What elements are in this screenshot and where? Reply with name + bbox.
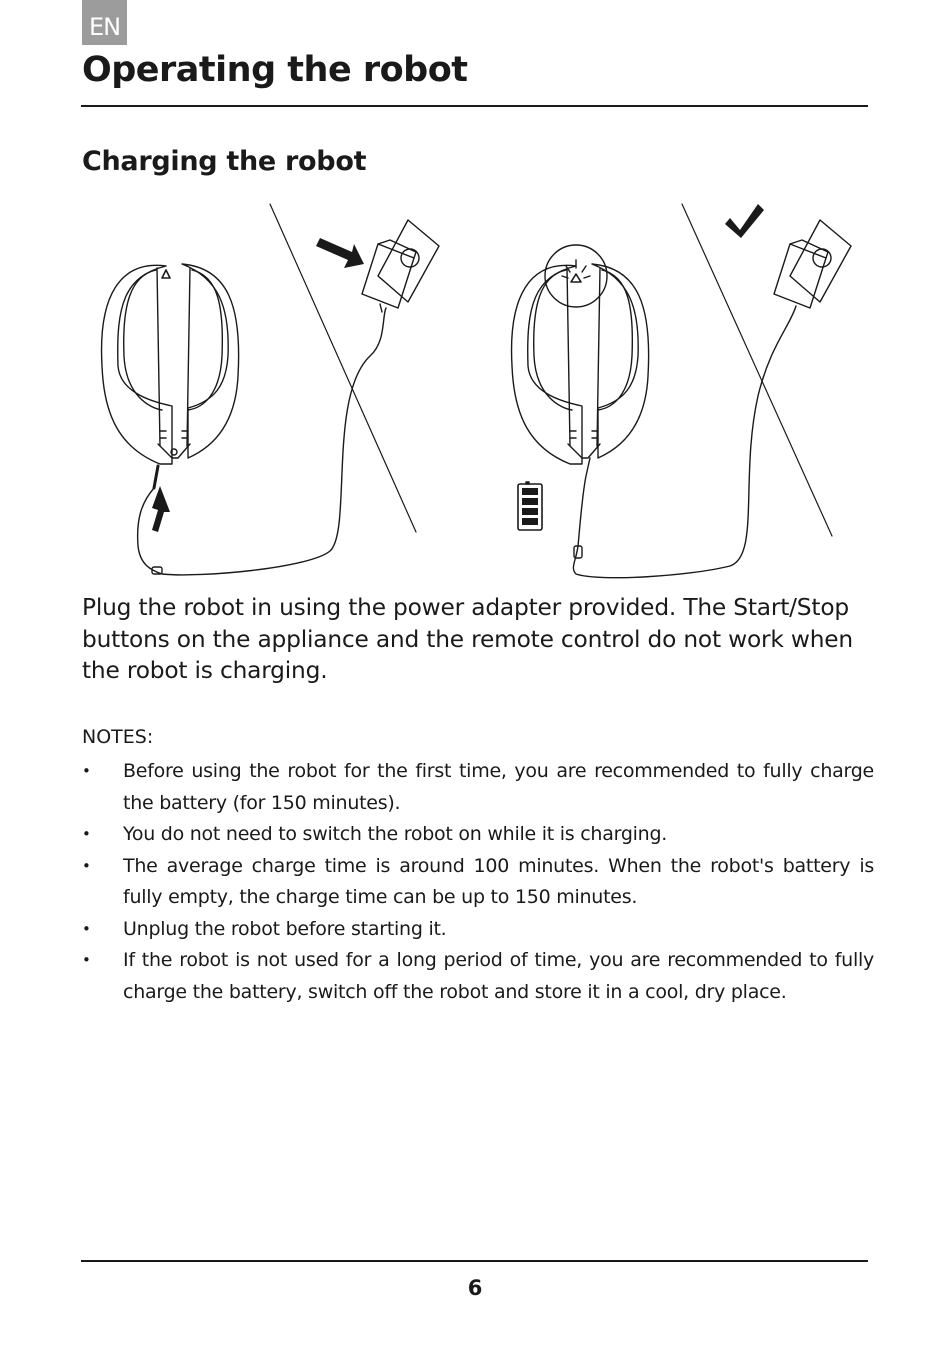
insert-arrow-icon <box>152 486 170 532</box>
battery-full-icon <box>518 482 542 530</box>
wall-socket-icon <box>378 220 439 302</box>
check-mark-icon <box>725 204 764 238</box>
note-item: • Before using the robot for the first time, you are recommended to fully charge the battery (for 150 minutes). <box>82 756 874 819</box>
charging-illustration <box>90 196 870 588</box>
notes-list <box>82 756 874 1008</box>
robot-icon-charging <box>512 264 649 464</box>
intro-paragraph: Plug the robot in using the power adapter provided. The Start/Stop buttons on the appliance and the remote control do not work when the robot is charging. <box>82 594 853 684</box>
language-tab: EN <box>82 0 127 45</box>
note-item: • Unplug the robot before starting it. <box>82 914 874 946</box>
power-adapter-icon-right <box>774 240 828 308</box>
notes-heading: NOTES: <box>82 726 154 748</box>
plug-direction-arrow <box>316 238 364 268</box>
note-item: • The average charge time is around 100 minutes. When the robot's battery is fully empty, the charge time can be up to 150 minutes. <box>82 851 874 914</box>
page-title: Operating the robot <box>82 50 468 90</box>
robot-icon <box>102 264 239 464</box>
wall-socket-icon-right <box>790 220 851 302</box>
footer-divider <box>81 1260 868 1262</box>
note-item: • You do not need to switch the robot on while it is charging. <box>82 819 874 851</box>
note-item: • If the robot is not used for a long period of time, you are recommended to fully charge the battery, switch off the robot and store it in a cool, dry place. <box>82 945 874 1008</box>
section-title: Charging the robot <box>82 146 367 177</box>
page-number: 6 <box>467 1276 483 1300</box>
header-divider <box>81 105 868 107</box>
